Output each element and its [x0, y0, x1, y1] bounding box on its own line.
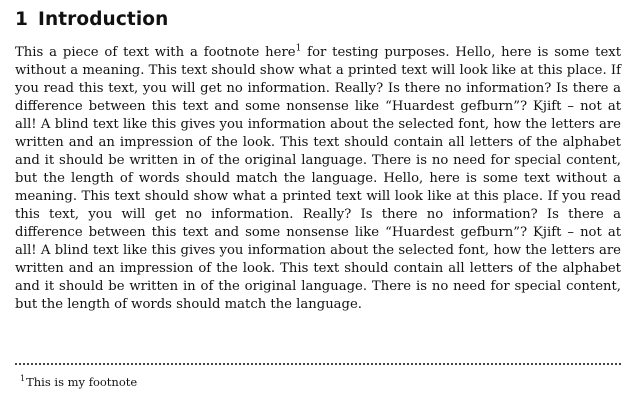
footnote-reference[interactable]: 1	[295, 43, 302, 54]
body-paragraph	[15, 44, 621, 314]
section-title: Introduction	[37, 9, 169, 30]
footnote-separator	[15, 363, 621, 365]
section-number: 1	[15, 9, 28, 30]
document-page	[15, 8, 621, 314]
section-heading	[15, 8, 621, 32]
footnote	[20, 374, 137, 390]
paragraph-text-start: This a piece of text with a footnote here	[15, 45, 296, 60]
footnote-marker: 1	[20, 374, 26, 384]
footnote-text: This is my footnote	[26, 375, 138, 389]
paragraph-text-rest: for testing purposes. Hello, here is some text without a meaning. This text should show what a printed text will look like at this place. If you read this text, you will get no information. Really? Is there no information? Is there a difference between this text and some nonsense like “Huardest gefburn”? Kjift – not at all! A blind text like this gives you information about the selected font, how the letters are written and an impression of the look. This text should contain all letters of the alphabet and it should be written in of the original language. There is no need for special content, but the length of words should match the language. Hello, here is some text without a meaning. This text should show what a printed text will look like at this place. If you read this text, you will get no information. Really? Is there no information? Is there a difference between this text and some nonsense like “Huardest gefburn”? Kjift – not at all! A blind text like this gives you information about the selected font, how the letters are written and an impression of the look. This text should contain all letters of the alphabet and it should be written in of the original language. There is no need for special content, but the length of words should match the language.	[15, 45, 621, 312]
